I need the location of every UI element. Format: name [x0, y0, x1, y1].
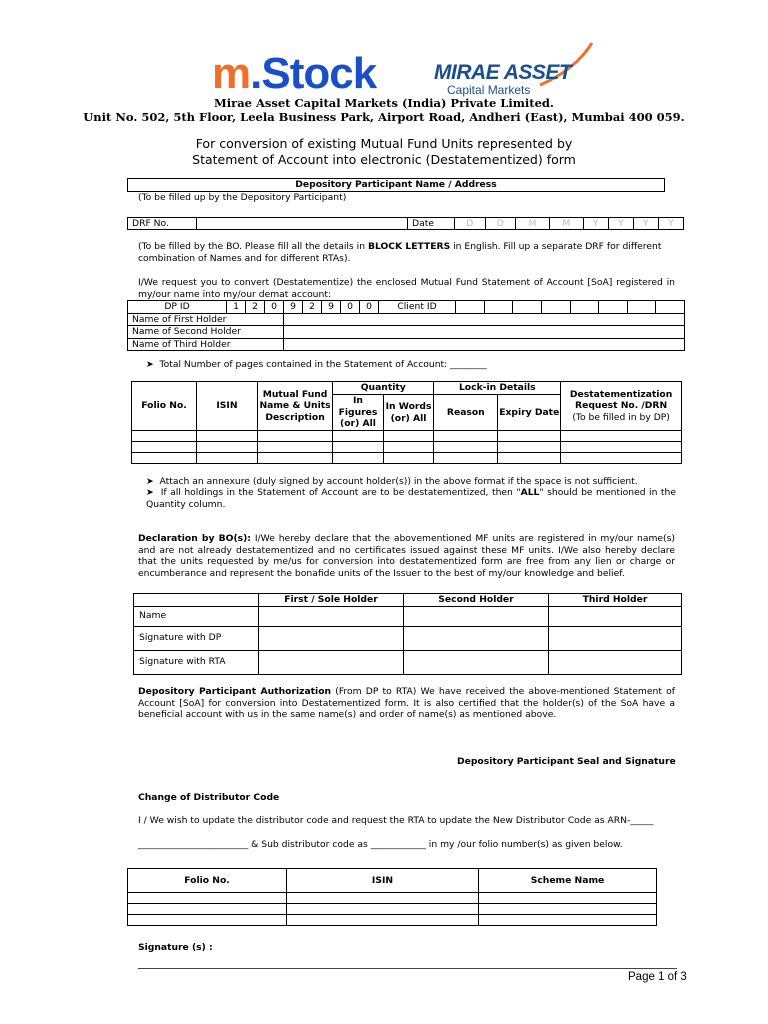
bullet-2: ➤ If all holdings in the Statement of Account are to be destatementized, then "ALL" should be mentioned in the Quantity column. — [146, 487, 676, 510]
third-holder-input[interactable] — [284, 338, 685, 351]
name-cell[interactable] — [259, 606, 404, 626]
pages-note: ➤ Total Number of pages contained in the Statement of Account: ________ — [146, 359, 487, 370]
col-in-words: In Words (or) All — [383, 395, 434, 431]
instructions-p2: I/We request you to convert (Destatementize) the enclosed Mutual Fund Statement of Account [SoA] registered in my/our name into my/our demat account: — [138, 277, 675, 300]
dp-id-digit: 1 — [227, 301, 246, 314]
third-holder-label: Name of Third Holder — [128, 338, 284, 351]
signature-cell[interactable] — [404, 650, 549, 674]
dp-id-digit: 0 — [265, 301, 284, 314]
signature-cell[interactable] — [549, 626, 682, 650]
col-quantity: Quantity — [333, 382, 434, 395]
col-reason: Reason — [434, 395, 498, 431]
client-id-box[interactable] — [627, 301, 656, 314]
col-in-figures: In Figures (or) All — [333, 395, 384, 431]
col-isin: ISIN — [287, 869, 479, 893]
drf-row — [127, 217, 684, 230]
instructions-p1: (To be filled by the BO. Please fill all the details in BLOCK LETTERS in English. Fill up a separate DRF for different combination of Names and for different RTAs). — [138, 241, 662, 264]
date-d1[interactable]: D — [455, 218, 486, 230]
mstock-logo: m.Stock — [212, 49, 377, 98]
form-title-line2: Statement of Account into electronic (Destatementized) form — [192, 152, 576, 167]
dp-name-box[interactable] — [127, 178, 665, 192]
col-mf-name: Mutual Fund Name & Units Description — [257, 382, 332, 431]
col-folio: Folio No. — [132, 382, 197, 431]
second-holder-label: Name of Second Holder — [128, 326, 284, 339]
date-m1[interactable]: M — [516, 218, 550, 230]
table-row[interactable] — [132, 442, 682, 453]
signatures-label: Signature (s) : — [138, 942, 213, 953]
date-y3[interactable]: Y — [633, 218, 658, 230]
date-y4[interactable]: Y — [658, 218, 683, 230]
distributor-line1: I / We wish to update the distributor code and request the RTA to update the New Distributor Code as ARN-_____ — [138, 815, 654, 826]
page-number: Page 1 of 3 — [628, 971, 687, 983]
distributor-heading: Change of Distributor Code — [138, 792, 280, 803]
col-lockin: Lock-in Details — [434, 382, 561, 395]
company-name: Mirae Asset Capital Markets (India) Private Limited. — [214, 96, 554, 110]
bullet-1: ➤ Attach an annexure (duly signed by account holder(s)) in the above format if the space is not sufficient. — [146, 476, 638, 487]
first-holder-input[interactable] — [284, 313, 685, 326]
drf-input[interactable] — [197, 218, 408, 230]
mirae-asset-subtitle: Capital Markets — [447, 83, 531, 97]
table-row[interactable] — [132, 453, 682, 464]
col-folio: Folio No. — [128, 869, 287, 893]
second-holder-input[interactable] — [284, 326, 685, 339]
date-y2[interactable]: Y — [608, 218, 633, 230]
dp-name-label: Depository Participant Name / Address — [295, 179, 497, 190]
dp-id-digit: 9 — [322, 301, 341, 314]
client-id-box[interactable] — [599, 301, 628, 314]
company-address: Unit No. 502, 5th Floor, Leela Business Park, Airport Road, Andheri (East), Mumbai 400 059. — [83, 110, 685, 124]
client-id-box[interactable] — [570, 301, 599, 314]
dp-id-digit: 2 — [246, 301, 265, 314]
name-cell[interactable] — [404, 606, 549, 626]
name-cell[interactable] — [549, 606, 682, 626]
arrow-bullet-icon: ➤ — [146, 359, 154, 370]
col-isin: ISIN — [197, 382, 258, 431]
row-name: Name — [134, 606, 259, 626]
client-id-box[interactable] — [456, 301, 485, 314]
col-scheme-name: Scheme Name — [479, 869, 657, 893]
date-d2[interactable]: D — [485, 218, 516, 230]
col-second-holder: Second Holder — [404, 594, 549, 607]
client-id-box[interactable] — [656, 301, 685, 314]
col-expiry: Expiry Date — [498, 395, 561, 431]
dp-authorization: Depository Participant Authorization (From DP to RTA) We have received the above-mentioned Statement of Account [SoA] for conversion into Destatementized form. It is also certified that the holder(s) of the SoA have a beneficial account with us in the same name(s) and order of name(s) as mentioned above. — [138, 686, 675, 720]
signature-cell[interactable] — [259, 650, 404, 674]
signature-table — [133, 593, 682, 675]
table-row[interactable] — [128, 904, 657, 915]
client-id-label: Client ID — [379, 301, 456, 314]
col-third-holder: Third Holder — [549, 594, 682, 607]
col-destat: Destatementization Request No. /DRN (To be filled in by DP) — [561, 382, 682, 431]
form-title-line1: For conversion of existing Mutual Fund Units represented by — [195, 136, 573, 151]
date-m2[interactable]: M — [549, 218, 583, 230]
table-row[interactable] — [128, 893, 657, 904]
client-id-box[interactable] — [513, 301, 542, 314]
folio-table — [131, 381, 682, 464]
dp-id-digit: 9 — [284, 301, 303, 314]
distributor-line2: ________________________ & Sub distributor code as ____________ in my /our folio number(s) as given below. — [138, 839, 623, 850]
mirae-asset-logo: MIRAE ASSET — [434, 61, 572, 84]
dp-seal-label: Depository Participant Seal and Signature — [457, 756, 676, 767]
arrow-bullet-icon: ➤ — [146, 476, 154, 487]
table-row[interactable] — [128, 915, 657, 926]
table-row[interactable] — [132, 431, 682, 442]
signature-cell[interactable] — [404, 626, 549, 650]
row-signature-dp: Signature with DP — [134, 626, 259, 650]
arrow-bullet-icon: ➤ — [146, 487, 154, 498]
drf-label: DRF No. — [128, 218, 197, 230]
client-id-box[interactable] — [541, 301, 570, 314]
dp-note: (To be filled up by the Depository Participant) — [138, 192, 347, 203]
footer-divider — [138, 968, 677, 969]
dp-id-digit: 0 — [341, 301, 360, 314]
date-label: Date — [408, 218, 455, 230]
col-first-holder: First / Sole Holder — [259, 594, 404, 607]
dp-id-digit: 2 — [303, 301, 322, 314]
holder-table — [127, 300, 685, 351]
scheme-table — [127, 868, 657, 926]
declaration: Declaration by BO(s): I/We hereby declare that the abovementioned MF units are registered in my/our name(s) and are not already destatementized and no certificates issued against these MF units. I/We also hereby declare that the units requested by me/us for conversion into destatementized form are free from any lien or charge or encumberance and represent the bonafide units of the Issuer to the best of my/our knowledge and belief. — [138, 533, 676, 579]
first-holder-label: Name of First Holder — [128, 313, 284, 326]
client-id-box[interactable] — [484, 301, 513, 314]
dp-id-label: DP ID — [128, 301, 227, 314]
signature-cell[interactable] — [259, 626, 404, 650]
row-signature-rta: Signature with RTA — [134, 650, 259, 674]
dp-id-digit: 0 — [360, 301, 379, 314]
signature-cell[interactable] — [549, 650, 682, 674]
date-y1[interactable]: Y — [583, 218, 608, 230]
